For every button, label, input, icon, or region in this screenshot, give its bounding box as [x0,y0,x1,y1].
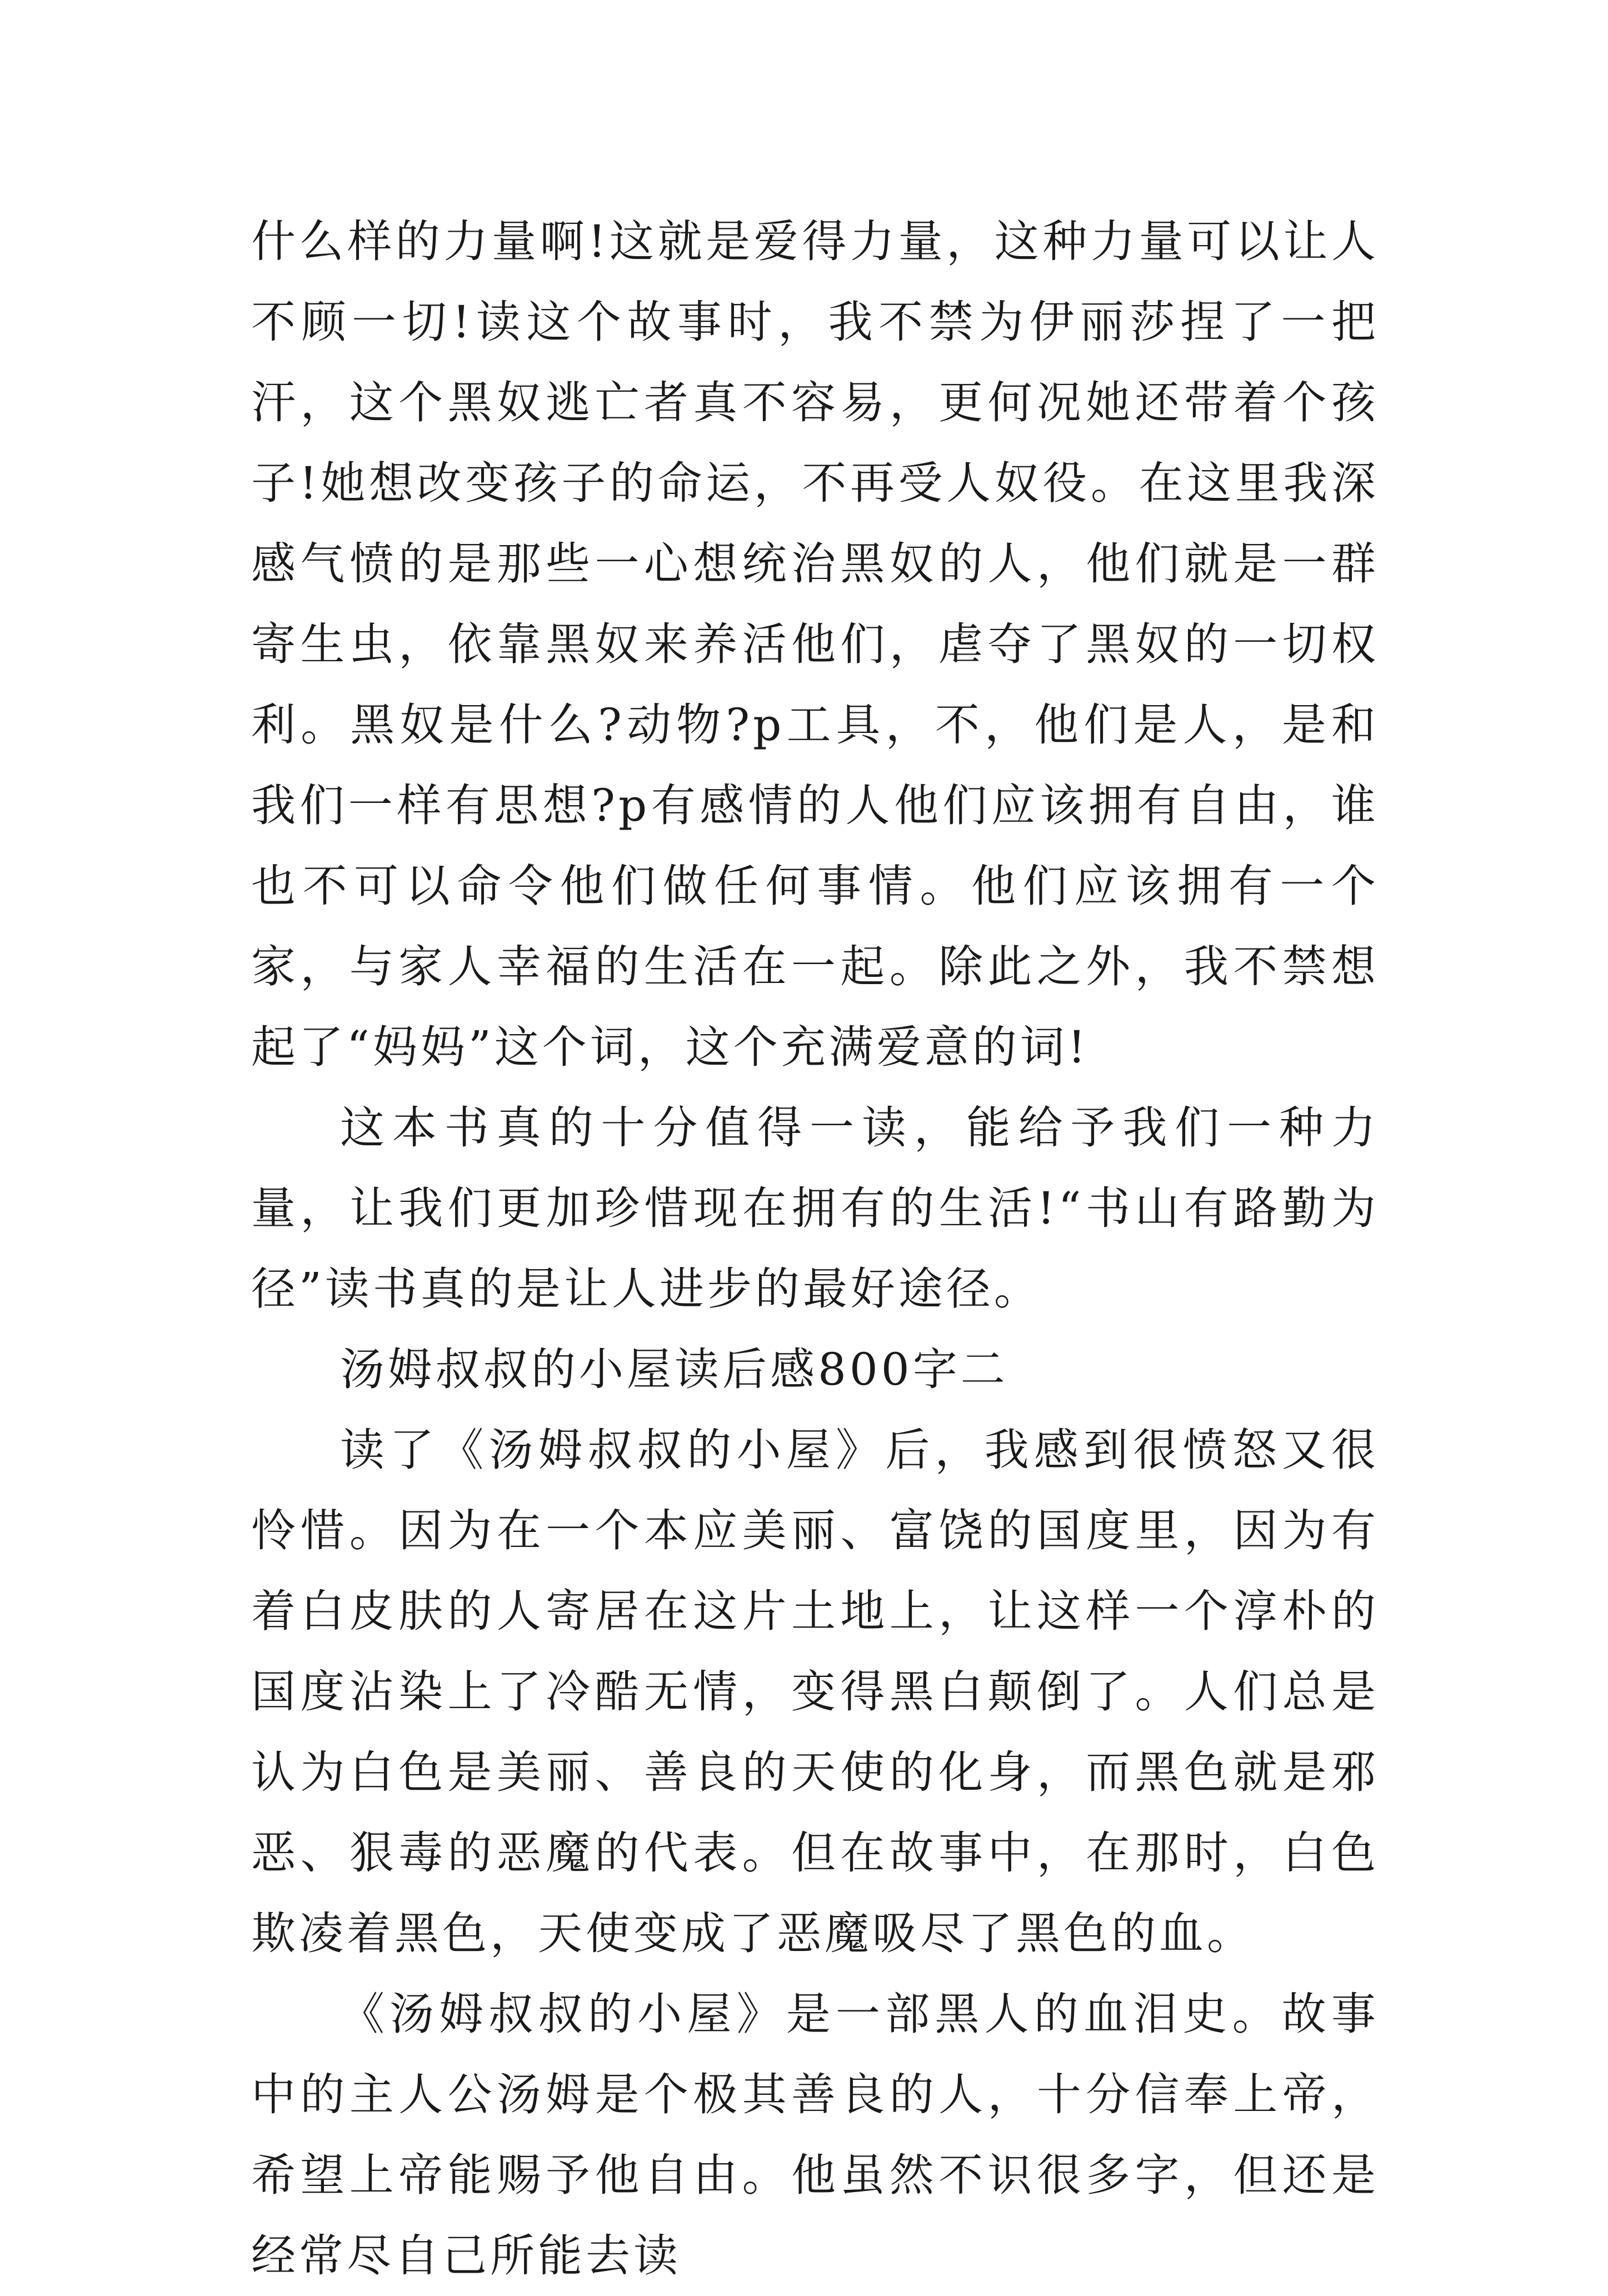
paragraph-2: 这本书真的十分值得一读，能给予我们一种力量，让我们更加珍惜现在拥有的生活!“书山有路勤为径”读书真的是让人进步的最好途径。 [251,1102,1379,1315]
section-heading: 汤姆叔叔的小屋读后感800字二 [340,1344,1008,1395]
paragraph-1: 什么样的力量啊!这就是爱得力量，这种力量可以让人不顾一切!读这个故事时，我不禁为伊丽莎捏了一把汗，这个黑奴逃亡者真不容易，更何况她还带着个孩子!她想改变孩子的命运，不再受人奴役。在这里我深感气愤的是那些一心想统治黑奴的人，他们就是一群寄生虫，依靠黑奴来养活他们，虐夺了黑奴的一切权利。黑奴是什么?动物?p工具，不，他们是人，是和我们一样有思想?p有感情的人他们应该拥有自由，谁也不可以命令他们做任何事情。他们应该拥有一个家，与家人幸福的生活在一起。除此之外，我不禁想起了“妈妈”这个词，这个充满爱意的词! [251,216,1379,1073]
document-body [251,201,1379,2296]
paragraph-4: 《汤姆叔叔的小屋》是一部黑人的血泪史。故事中的主人公汤姆是个极其善良的人，十分信奉上帝，希望上帝能赐予他自由。他虽然不识很多字，但还是经常尽自己所能去读 [251,1988,1379,2282]
paragraph-3: 读了《汤姆叔叔的小屋》后，我感到很愤怒又很怜惜。因为在一个本应美丽、富饶的国度里，因为有着白皮肤的人寄居在这片土地上，让这样一个淳朴的国度沾染上了冷酷无情，变得黑白颠倒了。人们总是认为白色是美丽、善良的天使的化身，而黑色就是邪恶、狠毒的恶魔的代表。但在故事中，在那时，白色欺凌着黑色，天使变成了恶魔吸尽了黑色的血。 [251,1424,1379,1959]
